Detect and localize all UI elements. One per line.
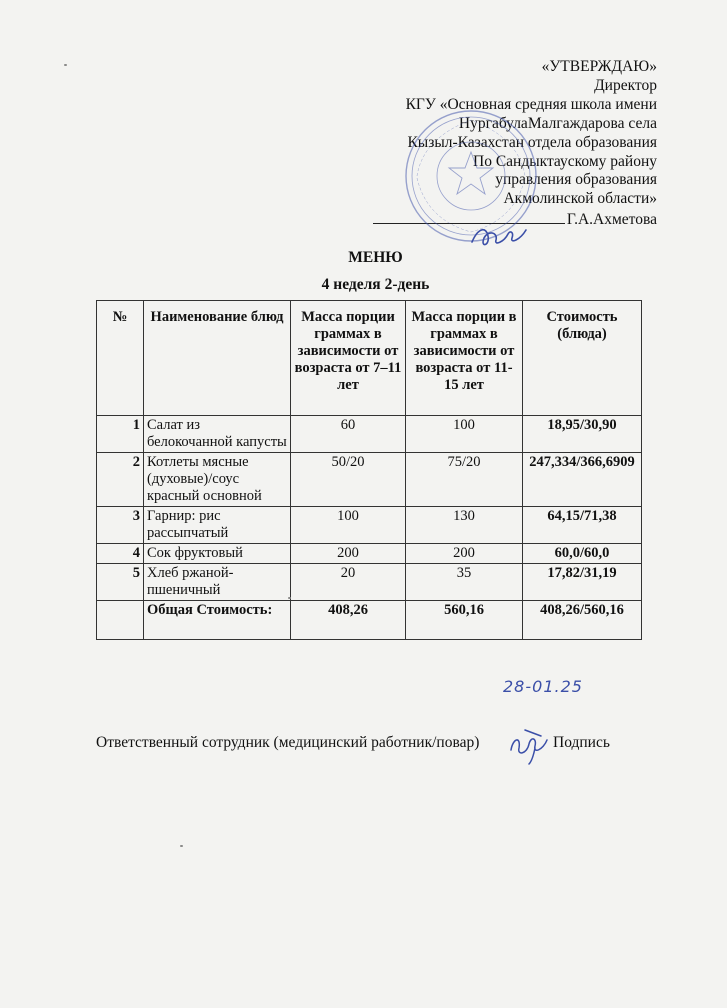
- approval-org-line: По Сандыктаускому району: [473, 152, 657, 170]
- total-mass-11-15: 560,16: [406, 601, 523, 640]
- document-title: МЕНЮ: [348, 249, 403, 266]
- row-dish-name: Сок фруктовый: [144, 544, 291, 564]
- total-label: Общая Стоимость:: [144, 601, 291, 640]
- responsible-line: [96, 734, 610, 752]
- row-cost: 18,95/30,90: [523, 416, 642, 453]
- table-header-row: [97, 301, 642, 416]
- row-mass-11-15: 100: [406, 416, 523, 453]
- approval-org-line: КГУ «Основная средняя школа имени: [405, 95, 657, 113]
- header-mass-7-11: Масса порции граммах в зависимости от возраста от 7–11 лет: [291, 301, 406, 416]
- row-dish-name: Котлеты мясные (духовые)/соус красный основной: [144, 453, 291, 507]
- approval-org-line: Кызыл-Казахстан отдела образования: [407, 133, 657, 151]
- row-number: 5: [97, 564, 144, 601]
- row-cost: 64,15/71,38: [523, 507, 642, 544]
- table-row: [97, 416, 642, 453]
- approval-org-line: Акмолинской области»: [503, 190, 657, 208]
- signature-label: Подпись: [553, 734, 610, 751]
- approval-block: [373, 58, 657, 230]
- row-mass-11-15: 130: [406, 507, 523, 544]
- header-mass-11-15: Масса порции в граммах в зависимости от возраста от 11-15 лет: [406, 301, 523, 416]
- responsible-signature: [505, 724, 557, 766]
- row-dish-name: Гарнир: рис рассыпчатый: [144, 507, 291, 544]
- table-row: [97, 507, 642, 544]
- header-cost: Стоимость (блюда): [523, 301, 642, 416]
- approval-signer: Г.А.Ахметова: [566, 211, 657, 229]
- approval-org-line: управления образования: [495, 171, 657, 189]
- scan-speck: [64, 64, 67, 66]
- header-number: №: [97, 301, 144, 416]
- director-signature: [468, 222, 530, 252]
- row-mass-7-11: 20: [291, 564, 406, 601]
- row-cost: 247,334/366,6909: [523, 453, 642, 507]
- responsible-text: Ответственный сотрудник (медицинский работник/повар): [96, 734, 480, 751]
- total-cost: 408,26/560,16: [523, 601, 642, 640]
- menu-table: [96, 300, 642, 640]
- row-mass-11-15: 35: [406, 564, 523, 601]
- row-dish-name: Салат из белокочанной капусты: [144, 416, 291, 453]
- row-number: 2: [97, 453, 144, 507]
- table-row: [97, 453, 642, 507]
- row-number: 1: [97, 416, 144, 453]
- table-row: [97, 564, 642, 601]
- scan-speck: [288, 597, 291, 599]
- table-row: [97, 544, 642, 564]
- table-total-row: [97, 601, 642, 640]
- scan-speck: [180, 845, 183, 847]
- header-dish-name: Наименование блюд: [144, 301, 291, 416]
- row-number: 3: [97, 507, 144, 544]
- document-subtitle: 4 неделя 2-день: [321, 276, 430, 293]
- approval-org-line: НургабулаМалгаждарова села: [458, 114, 657, 132]
- row-mass-7-11: 50/20: [291, 453, 406, 507]
- row-cost: 17,82/31,19: [523, 564, 642, 601]
- row-mass-7-11: 100: [291, 507, 406, 544]
- row-mass-11-15: 200: [406, 544, 523, 564]
- row-mass-7-11: 200: [291, 544, 406, 564]
- total-mass-7-11: 408,26: [291, 601, 406, 640]
- handwritten-date: 28-01.25: [503, 677, 583, 696]
- row-mass-11-15: 75/20: [406, 453, 523, 507]
- row-dish-name: Хлеб ржаной-пшеничный: [144, 564, 291, 601]
- row-mass-7-11: 60: [291, 416, 406, 453]
- total-number-cell: [97, 601, 144, 640]
- row-cost: 60,0/60,0: [523, 544, 642, 564]
- row-number: 4: [97, 544, 144, 564]
- approval-position: Директор: [594, 76, 657, 94]
- approval-heading: «УТВЕРЖДАЮ»: [541, 58, 657, 75]
